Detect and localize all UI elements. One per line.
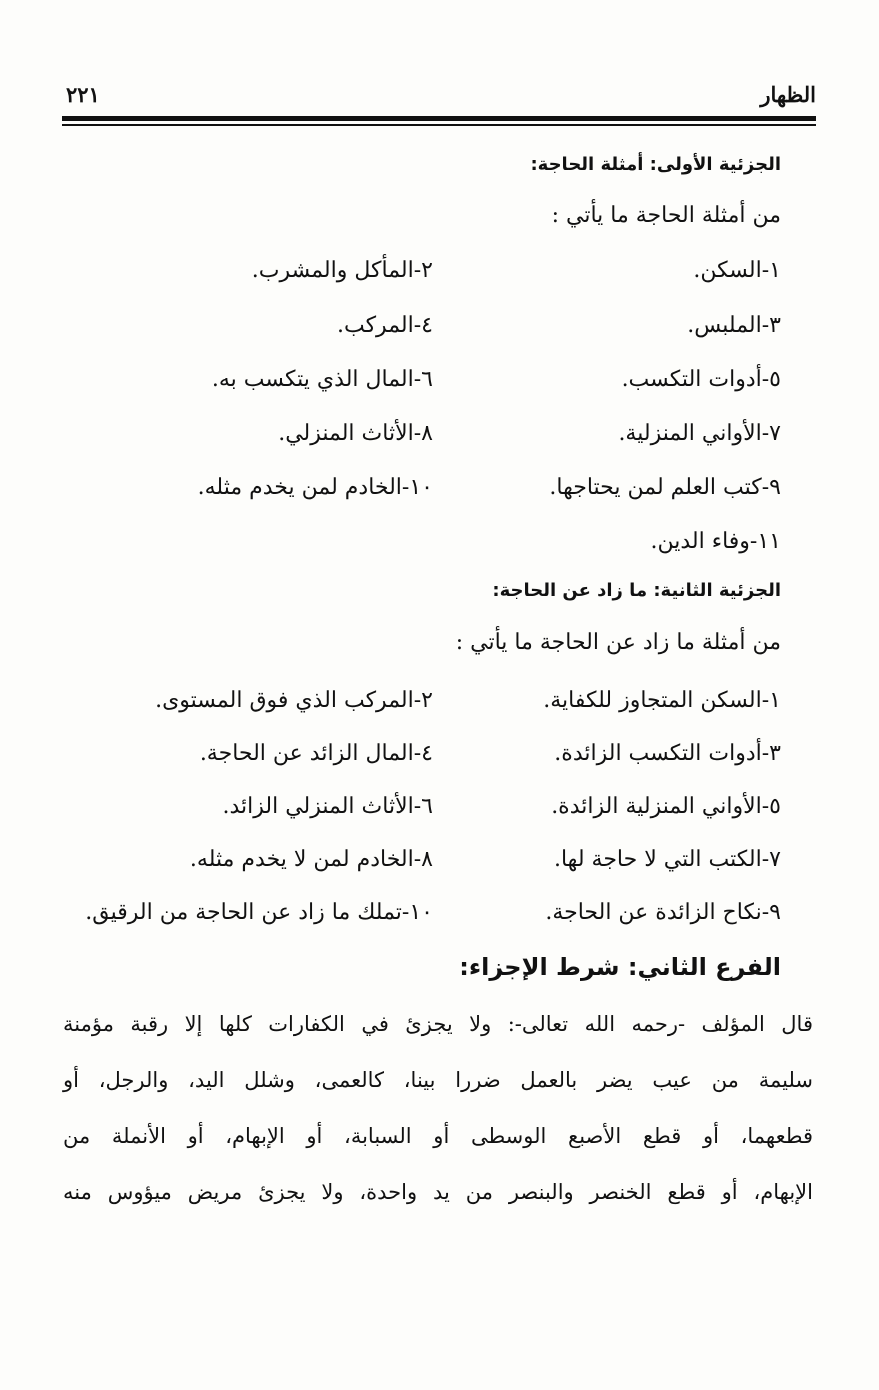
list-item: ٤-المال الزائد عن الحاجة. <box>199 741 433 766</box>
page-header <box>66 82 816 116</box>
part1-heading: الجزئية الأولى: أمثلة الحاجة: <box>530 154 781 175</box>
running-title: الظهار <box>760 82 816 107</box>
list-item: ١٠-تملك ما زاد عن الحاجة من الرقيق. <box>85 900 433 925</box>
list-item: ٢-المأكل والمشرب. <box>251 258 433 283</box>
list-item: ٥-الأواني المنزلية الزائدة. <box>551 794 781 819</box>
list-item: ٦-المال الذي يتكسب به. <box>211 367 433 392</box>
list-item: ٣-أدوات التكسب الزائدة. <box>554 741 781 766</box>
list-item: ٤-المركب. <box>336 313 433 338</box>
part2-heading: الجزئية الثانية: ما زاد عن الحاجة: <box>492 580 781 601</box>
list-item: ١١-وفاء الدين. <box>650 529 781 554</box>
list-item: ٧-الأواني المنزلية. <box>618 421 781 446</box>
paragraph-line: قال المؤلف -رحمه الله تعالى-: ولا يجزئ في الكفارات كلها إلا رقبة مؤمنة <box>63 1012 813 1036</box>
list-item: ٩-نكاح الزائدة عن الحاجة. <box>545 900 781 925</box>
list-item: ٨-الأثاث المنزلي. <box>278 421 433 446</box>
part1-intro: من أمثلة الحاجة ما يأتي : <box>551 203 781 228</box>
paragraph-line: قطعهما، أو قطع الأصبع الوسطى أو السبابة، أو الإبهام، أو الأنملة من <box>63 1124 813 1148</box>
list-item: ١٠-الخادم لمن يخدم مثله. <box>197 475 433 500</box>
page-number: ٢٢١ <box>66 82 100 107</box>
paragraph-line: الإبهام، أو قطع الخنصر والبنصر من يد واحدة، ولا يجزئ مريض ميؤوس منه <box>63 1180 813 1204</box>
header-rule-thin <box>62 124 816 126</box>
header-rule-thick <box>62 116 816 121</box>
list-item: ٦-الأثاث المنزلي الزائد. <box>222 794 433 819</box>
section-heading: الفرع الثاني: شرط الإجزاء: <box>459 953 781 981</box>
list-item: ٢-المركب الذي فوق المستوى. <box>155 688 433 713</box>
part2-intro: من أمثلة ما زاد عن الحاجة ما يأتي : <box>455 630 781 655</box>
paragraph-line: سليمة من عيب يضر بالعمل ضررا بينا، كالعمى، وشلل اليد، والرجل، أو <box>63 1068 813 1092</box>
list-item: ٧-الكتب التي لا حاجة لها. <box>553 847 781 872</box>
list-item: ١-السكن المتجاوز للكفاية. <box>543 688 781 713</box>
list-item: ٨-الخادم لمن لا يخدم مثله. <box>189 847 433 872</box>
list-item: ٣-الملبس. <box>687 313 781 338</box>
list-item: ٩-كتب العلم لمن يحتاجها. <box>549 475 781 500</box>
list-item: ١-السكن. <box>693 258 781 283</box>
list-item: ٥-أدوات التكسب. <box>621 367 781 392</box>
